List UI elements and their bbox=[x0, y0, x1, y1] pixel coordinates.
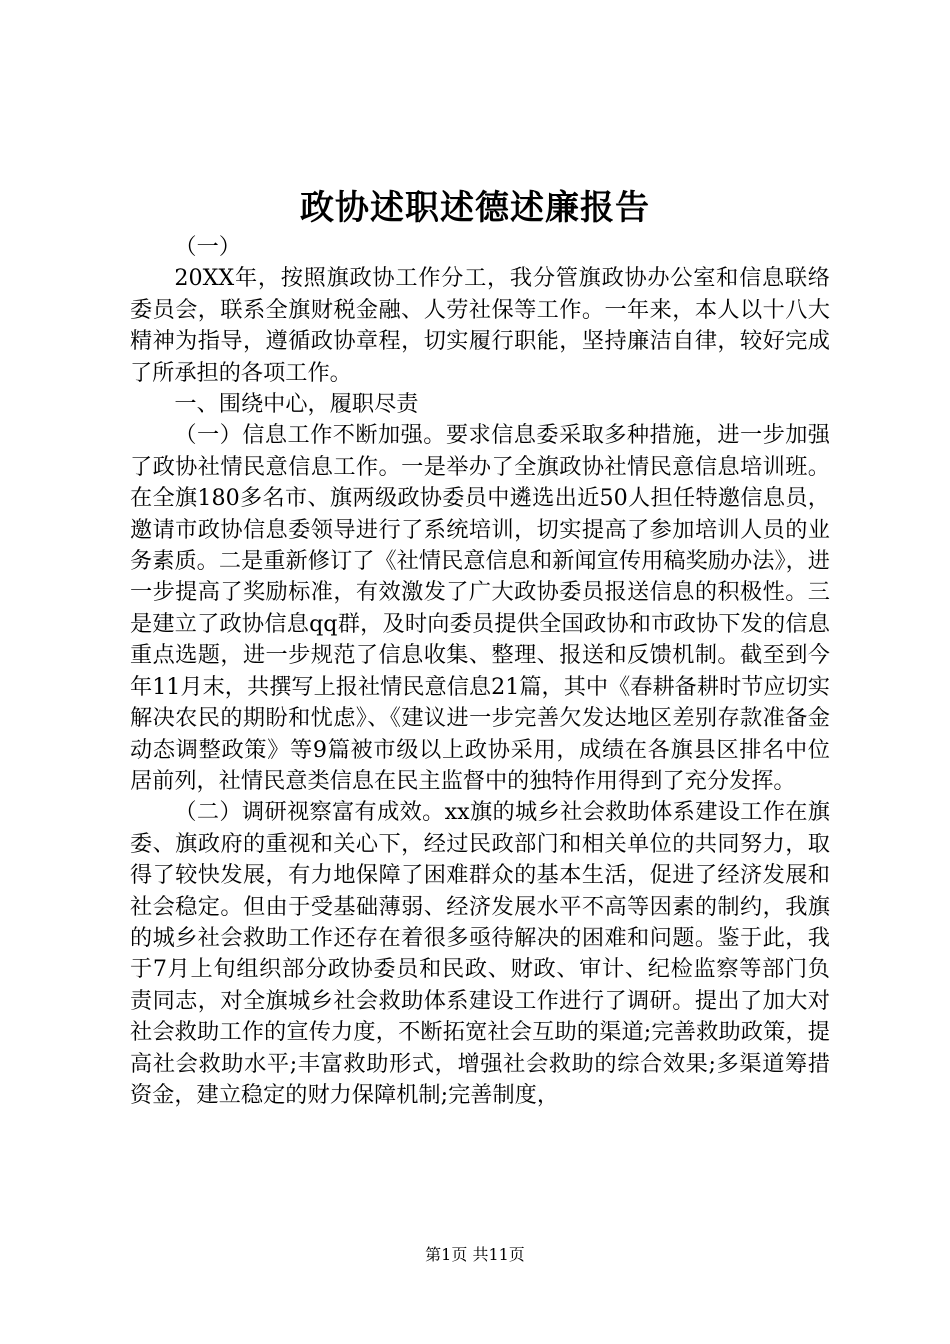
section-heading: 一、围绕中心，履职尽责 bbox=[174, 391, 419, 418]
section-marker: （一） bbox=[174, 234, 241, 260]
page-footer: 第1页 共11页 bbox=[425, 1245, 525, 1264]
paragraph-research-inspection: （二）调研视察富有成效。xx旗的城乡社会救助体系建设工作在旗委、旗政府的重视和关心下，经过民政部门和相关单位的共同努力，取得了较快发展，有力地保障了困难群众的基本生活，促进了经济发展和社会稳定。但由于受基础薄弱、经济发展水平不高等因素的制约，我旗的城乡社会救助工作还存在着很多亟待解决的困难和问题。鉴于此，我于7月上旬组织部分政协委员和民政、财政、审计、纪检监察等部门负责同志，对全旗城乡社会救助体系建设工作进行了调研。提出了加大对社会救助工作的宣传力度，不断拓宽社会互助的渠道;完善救助政策，提高社会救助水平;丰富救助形式，增强社会救助的综合效果;多渠道筹措资金，建立稳定的财力保障机制;完善制度， bbox=[130, 799, 830, 1108]
document-title: 政协述职述德述廉报告 bbox=[300, 188, 650, 228]
intro-paragraph: 20XX年，按照旗政协工作分工，我分管旗政协办公室和信息联络委员会，联系全旗财税金融、人劳社保等工作。一年来，本人以十八大精神为指导，遵循政协章程，切实履行职能，坚持廉洁自律，较好完成了所承担的各项工作。 bbox=[130, 265, 830, 386]
document-body bbox=[130, 232, 830, 1111]
paragraph-information-work: （一）信息工作不断加强。要求信息委采取多种措施，进一步加强了政协社情民意信息工作。一是举办了全旗政协社情民意信息培训班。在全旗180多名市、旗两级政协委员中遴选出近50人担任特邀信息员，邀请市政协信息委领导进行了系统培训，切实提高了参加培训人员的业务素质。二是重新修订了《社情民意信息和新闻宣传用稿奖励办法》，进一步提高了奖励标准，有效激发了广大政协委员报送信息的积极性。三是建立了政协信息qq群，及时向委员提供全国政协和市政协下发的信息重点选题，进一步规范了信息收集、整理、报送和反馈机制。截至到今年11月末，共撰写上报社情民意信息21篇，其中《春耕备耕时节应切实解决农民的期盼和忧虑》、《建议进一步完善欠发达地区差别存款准备金动态调整政策》等9篇被市级以上政协采用，成绩在各旗县区排名中位居前列，社情民意类信息在民主监督中的独特作用得到了充分发挥。 bbox=[130, 422, 830, 794]
